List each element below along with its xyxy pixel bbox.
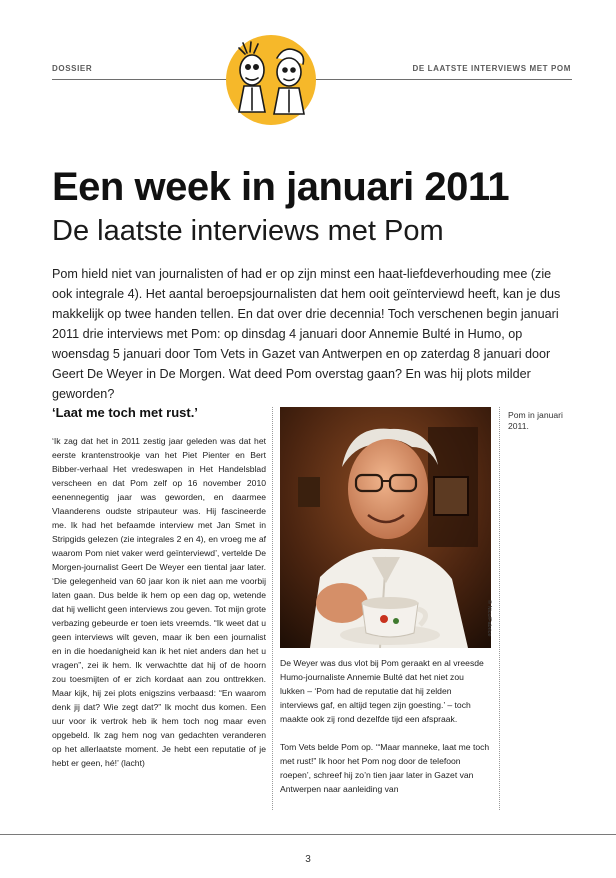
middle-paragraph-2: Tom Vets belde Pom op. ‘“Maar manneke, laat me toch met rust!” Ik hoor het Pom nog door de telefoon roepen’, schreef hij zo’n tien jaar later in Gazet van Antwerpen naar aanleiding van	[280, 742, 490, 794]
caption-divider	[499, 407, 500, 810]
section-label: DOSSIER	[52, 64, 93, 73]
series-title: DE LAATSTE INTERVIEWS MET POM	[412, 64, 571, 73]
article-intro	[52, 264, 571, 404]
intro-paragraph: Pom hield niet van journalisten of had er op zijn minst een haat-liefdeverhouding mee (zie ook integrale 4). Het aantal beroepsjournalisten dat hem ooit geïnterviewd heeft, kan je dus makkelijk op twee handen tellen. En dat over drie decennia! Toch verschenen begin januari 2011 drie interviews met Pom: op dinsdag 4 januari door Annemie Bulté in Humo, op woensdag 5 januari door Tom Vets in Gazet van Antwerpen en op zaterdag 8 januari door Geert De Weyer in De Morgen. Wat deed Pom overstag gaan? En was hij plots milder geworden?	[52, 267, 561, 401]
two-cartoon-characters-logo-icon	[225, 34, 317, 126]
page-number: 3	[305, 854, 311, 865]
footer-rule	[0, 834, 616, 835]
photo-credit: © Nico/Fabrice	[486, 600, 492, 637]
portrait-photo	[280, 407, 491, 648]
article-subtitle: De laatste interviews met Pom	[52, 215, 444, 247]
left-column	[52, 405, 266, 770]
middle-column	[280, 656, 491, 796]
article-title: Een week in januari 2011	[52, 165, 510, 209]
column-divider	[272, 407, 273, 810]
section-heading: ‘Laat me toch met rust.’	[52, 405, 198, 420]
middle-paragraph-1: De Weyer was dus vlot bij Pom geraakt en al vreesde Humo-journaliste Annemie Bulté dat het niet zou lukken – ‘Pom had de reputatie dat hij zelden interviews gaf, en altijd tegen zijn goesting.’ – toch maakte ook zij rond dezelfde tijd een afspraak.	[280, 658, 484, 724]
left-column-text: ‘Ik zag dat het in 2011 zestig jaar geleden was dat het eerste krantenstrookje van het Piet Pienter en Bert Bibber-verhaal Het vredeswapen in Het Handelsblad verscheen en dat Pom zelf op 16 november 2010 eenennegentig jaar was geworden, en daarmee Vlaanderens oudste stripauteur was. Hij fascineerde me. Ik had het befaamde interview met Jan Smet in Stripgids gelezen (zie integrales 2 en 4), en vroeg me af waarom Pom niet vaker werd geïnterviewd’, vertelde De Morgen-journalist Geert De Weyer een tiental jaar later. ‘Die gelegenheid van 60 jaar kon ik niet aan me voorbij laten gaan. Dus belde ik hem op een dag op, wetende dat hij wellicht geen interviews zou geven. Tot mijn grote verbazing gebeurde er toen iets vreemds. “Ik weet dat u geen interviews wilt geven, maar ik ben een journalist en in die hoedanigheid kan ik het niet anders dan het u vragen”, zei ik hem. Ik verwachtte dat hij of de hoorn zou toesmijten of er zich kordaat aan zou onttrekken. Maar kijk, hij zei plots enigszins verbaasd: “En waarom denk jij dat? Wie zegt dat?” Ik mocht dus komen. Een uur voor ik vertrok heb ik hem toch nog maar even opgebeld. Ik zag hem nog van gedachten veranderen op het allerlaatste moment. Je hebt een reputatie of je hebt er geen, hé!’ (lacht)	[52, 436, 266, 768]
photo-caption: Pom in januari 2011.	[508, 410, 563, 431]
